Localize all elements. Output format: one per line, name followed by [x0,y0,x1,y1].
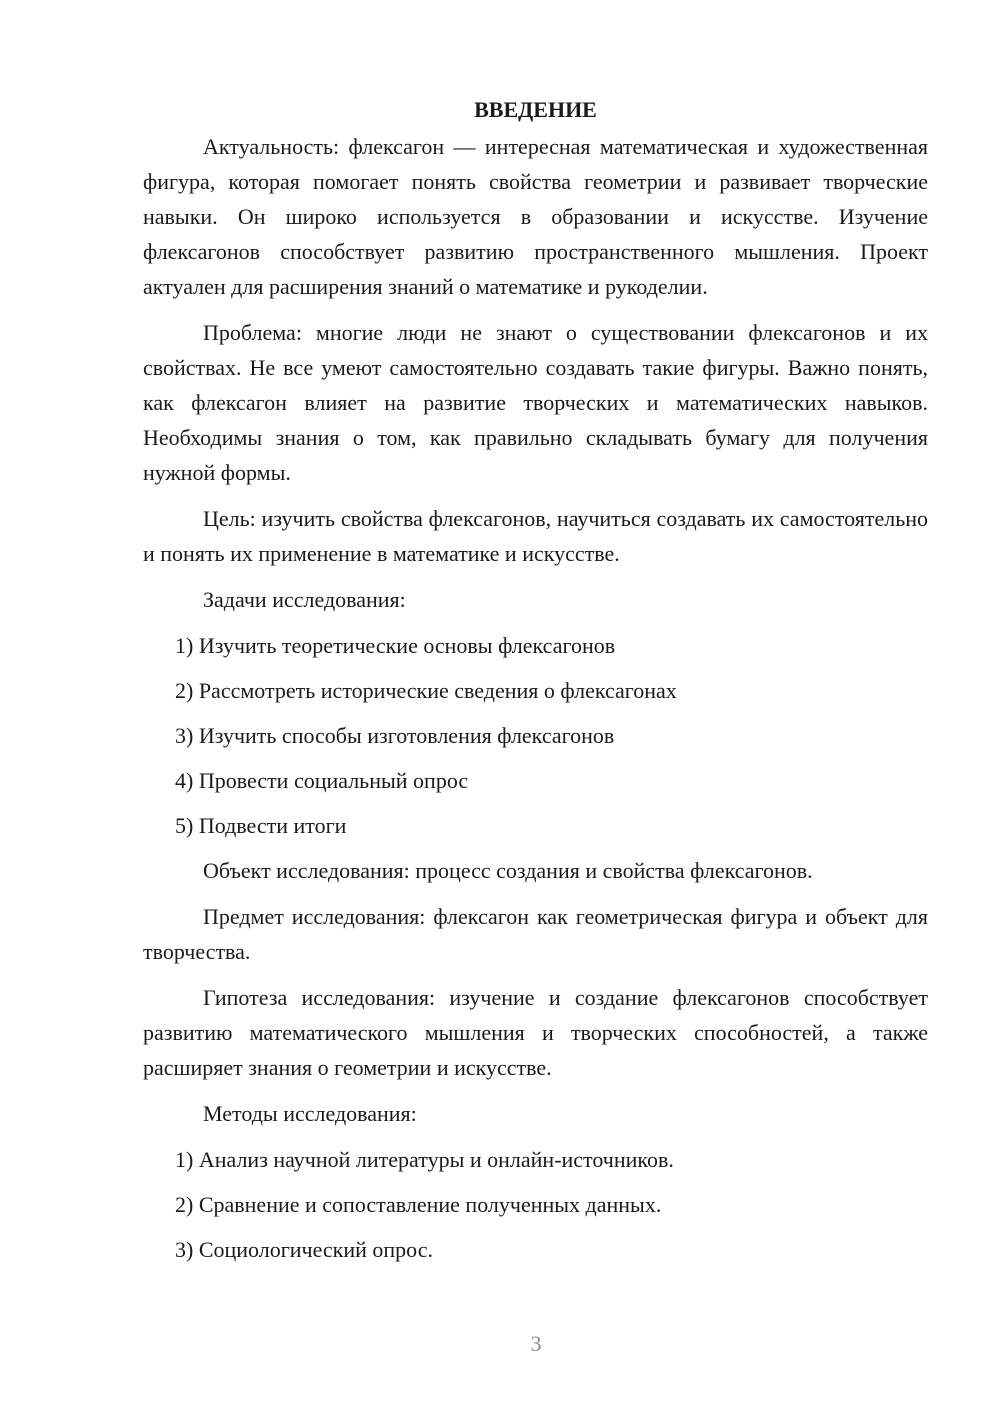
list-item: 3) Изучить способы изготовления флексагонов [175,723,615,748]
list-item: 3) Социологический опрос. [175,1237,433,1262]
tasks-list [143,628,928,843]
list-item: 1) Анализ научной литературы и онлайн-источников. [175,1147,674,1172]
tasks-label: Задачи исследования: [203,587,406,612]
page-title: ВВЕДЕНИЕ [474,97,597,122]
list-item: 4) Провести социальный опрос [175,768,469,793]
goal-paragraph: Цель: изучить свойства флексагонов, научиться создавать их самостоятельно и понять их применение в математике и искусстве. [143,506,928,566]
subject-paragraph: Предмет исследования: флексагон как геометрическая фигура и объект для творчества. [143,904,928,964]
list-item: 2) Сравнение и сопоставление полученных данных. [175,1192,662,1217]
list-item: 1) Изучить теоретические основы флексагонов [175,633,616,658]
document-page [143,92,928,1277]
hypothesis-paragraph: Гипотеза исследования: изучение и создание флексагонов способствует развитию математического мышления и творческих способностей, а также расширяет знания о геометрии и искусстве. [143,985,928,1080]
list-item: 5) Подвести итоги [175,813,347,838]
page-number: 3 [530,1331,542,1356]
methods-list [143,1142,928,1267]
list-item: 2) Рассмотреть исторические сведения о флексагонах [175,678,677,703]
methods-label: Методы исследования: [203,1101,417,1126]
relevance-paragraph: Актуальность: флексагон — интересная математическая и художественная фигура, которая помогает понять свойства геометрии и развивает творческие навыки. Он широко используется в образовании и искусстве. Изучение флексагонов способствует развитию пространственного мышления. Проект актуален для расширения знаний о математике и рукоделии. [143,134,928,299]
object-paragraph: Объект исследования: процесс создания и свойства флексагонов. [203,858,813,883]
problem-paragraph: Проблема: многие люди не знают о существовании флексагонов и их свойствах. Не все умеют самостоятельно создавать такие фигуры. Важно понять, как флексагон влияет на развитие творческих и математических навыков. Необходимы знания о том, как правильно складывать бумагу для получения нужной формы. [143,320,928,485]
